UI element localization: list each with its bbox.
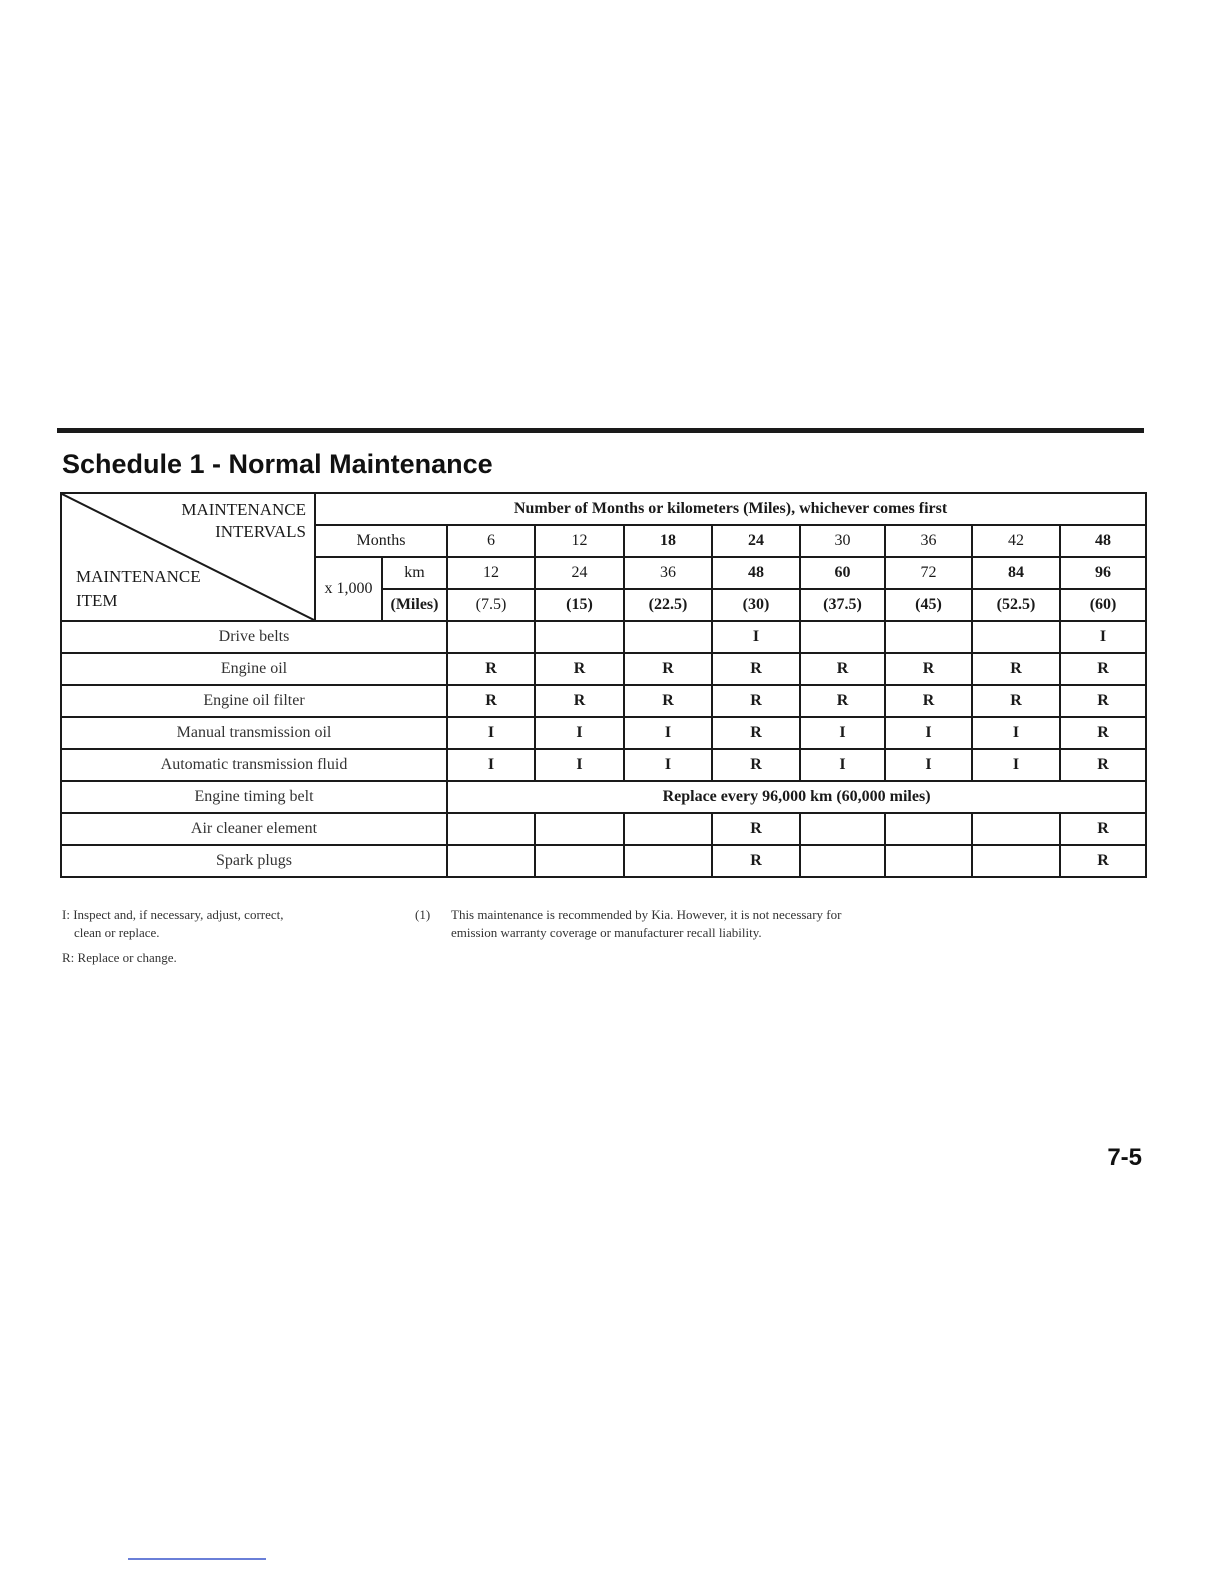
miles-cell: (37.5) <box>800 589 885 621</box>
schedule-cell: R <box>712 749 800 781</box>
months-cell: 48 <box>1060 525 1146 557</box>
miles-cell: (45) <box>885 589 972 621</box>
months-cell: 6 <box>447 525 535 557</box>
schedule-cell <box>972 621 1060 653</box>
miles-cell: (22.5) <box>624 589 712 621</box>
schedule-cell: R <box>800 653 885 685</box>
schedule-cell: R <box>885 653 972 685</box>
miles-label: (Miles) <box>382 589 447 621</box>
miles-cell: (30) <box>712 589 800 621</box>
km-cell: 12 <box>447 557 535 589</box>
schedule-cell <box>624 813 712 845</box>
schedule-cell: I <box>535 717 624 749</box>
km-cell: 48 <box>712 557 800 589</box>
months-cell: 18 <box>624 525 712 557</box>
schedule-cell: R <box>800 685 885 717</box>
maintenance-schedule-table <box>60 492 1147 878</box>
schedule-cell <box>972 845 1060 877</box>
schedule-cell: I <box>885 749 972 781</box>
schedule-cell: I <box>624 749 712 781</box>
table-row <box>61 781 1146 813</box>
km-cell: 24 <box>535 557 624 589</box>
schedule-cell: R <box>712 685 800 717</box>
miles-cell: (60) <box>1060 589 1146 621</box>
months-cell: 24 <box>712 525 800 557</box>
corner-intervals-label-2: INTERVALS <box>215 522 306 541</box>
km-cell: 84 <box>972 557 1060 589</box>
schedule-cell: R <box>1060 845 1146 877</box>
schedule-cell: R <box>624 685 712 717</box>
schedule-cell <box>447 845 535 877</box>
schedule-cell <box>447 621 535 653</box>
schedule-cell: I <box>535 749 624 781</box>
header-row-span <box>61 493 1146 525</box>
months-cell: 36 <box>885 525 972 557</box>
table-row <box>61 685 1146 717</box>
legend-inspect <box>62 906 382 942</box>
legend-inspect-line2: clean or replace. <box>74 925 160 940</box>
bottom-link-underline[interactable] <box>128 1558 266 1560</box>
schedule-cell: R <box>972 653 1060 685</box>
schedule-cell: I <box>447 717 535 749</box>
months-cell: 42 <box>972 525 1060 557</box>
km-label: km <box>382 557 447 589</box>
schedule-cell <box>800 621 885 653</box>
km-cell: 36 <box>624 557 712 589</box>
months-cell: 30 <box>800 525 885 557</box>
item-name: Automatic transmission fluid <box>61 749 447 781</box>
miles-cell: (52.5) <box>972 589 1060 621</box>
schedule-cell <box>885 621 972 653</box>
footnote-line2: emission warranty coverage or manufacturer recall liability. <box>451 925 762 940</box>
footnote-marker: (1) <box>415 907 431 922</box>
schedule-cell: R <box>1060 813 1146 845</box>
corner-item-label-1: MAINTENANCE <box>76 567 201 586</box>
item-name: Drive belts <box>61 621 447 653</box>
item-name: Engine oil <box>61 653 447 685</box>
schedule-cell: R <box>885 685 972 717</box>
months-label: Months <box>315 525 447 557</box>
km-cell: 60 <box>800 557 885 589</box>
schedule-cell: R <box>1060 717 1146 749</box>
schedule-cell <box>885 813 972 845</box>
corner-header <box>61 493 315 621</box>
schedule-cell: R <box>624 653 712 685</box>
item-name: Engine timing belt <box>61 781 447 813</box>
schedule-cell <box>624 845 712 877</box>
schedule-cell <box>447 813 535 845</box>
schedule-cell: R <box>535 653 624 685</box>
schedule-cell: I <box>1060 621 1146 653</box>
schedule-cell: R <box>1060 685 1146 717</box>
schedule-cell: R <box>712 845 800 877</box>
multiplier-label: x 1,000 <box>315 557 382 621</box>
legend-inspect-line1: I: Inspect and, if necessary, adjust, correct, <box>62 907 284 922</box>
schedule-cell: I <box>972 717 1060 749</box>
schedule-cell: I <box>447 749 535 781</box>
item-name: Spark plugs <box>61 845 447 877</box>
item-name: Air cleaner element <box>61 813 447 845</box>
schedule-cell: I <box>624 717 712 749</box>
table-row <box>61 653 1146 685</box>
footnote <box>415 906 985 942</box>
km-cell: 96 <box>1060 557 1146 589</box>
corner-intervals-label-1: MAINTENANCE <box>181 500 306 519</box>
top-rule <box>57 428 1144 433</box>
schedule-cell: I <box>800 717 885 749</box>
schedule-cell <box>800 845 885 877</box>
schedule-cell <box>972 813 1060 845</box>
corner-item-label-2: ITEM <box>76 591 118 610</box>
footnote-line1: This maintenance is recommended by Kia. However, it is not necessary for <box>451 907 842 922</box>
schedule-cell: R <box>712 717 800 749</box>
schedule-cell <box>535 813 624 845</box>
miles-cell: (15) <box>535 589 624 621</box>
schedule-cell: I <box>972 749 1060 781</box>
schedule-cell: R <box>972 685 1060 717</box>
schedule-cell: R <box>1060 749 1146 781</box>
schedule-cell: I <box>800 749 885 781</box>
timing-belt-note: Replace every 96,000 km (60,000 miles) <box>447 781 1146 813</box>
schedule-cell: R <box>712 813 800 845</box>
table-row <box>61 717 1146 749</box>
item-name: Manual transmission oil <box>61 717 447 749</box>
page-number: 7-5 <box>1107 1144 1142 1171</box>
table-row <box>61 813 1146 845</box>
schedule-cell: R <box>447 685 535 717</box>
schedule-cell: I <box>712 621 800 653</box>
item-name: Engine oil filter <box>61 685 447 717</box>
schedule-cell: R <box>447 653 535 685</box>
schedule-cell: I <box>885 717 972 749</box>
schedule-cell <box>800 813 885 845</box>
schedule-cell: R <box>535 685 624 717</box>
interval-span-title: Number of Months or kilometers (Miles), whichever comes first <box>315 493 1146 525</box>
months-cell: 12 <box>535 525 624 557</box>
schedule-cell: R <box>1060 653 1146 685</box>
table-row <box>61 621 1146 653</box>
schedule-cell <box>624 621 712 653</box>
table-row <box>61 749 1146 781</box>
schedule-cell: R <box>712 653 800 685</box>
miles-cell: (7.5) <box>447 589 535 621</box>
schedule-cell <box>535 845 624 877</box>
page-title: Schedule 1 - Normal Maintenance <box>62 449 493 479</box>
legend-replace: R: Replace or change. <box>62 950 177 965</box>
schedule-cell <box>535 621 624 653</box>
km-cell: 72 <box>885 557 972 589</box>
table-row <box>61 845 1146 877</box>
schedule-cell <box>885 845 972 877</box>
